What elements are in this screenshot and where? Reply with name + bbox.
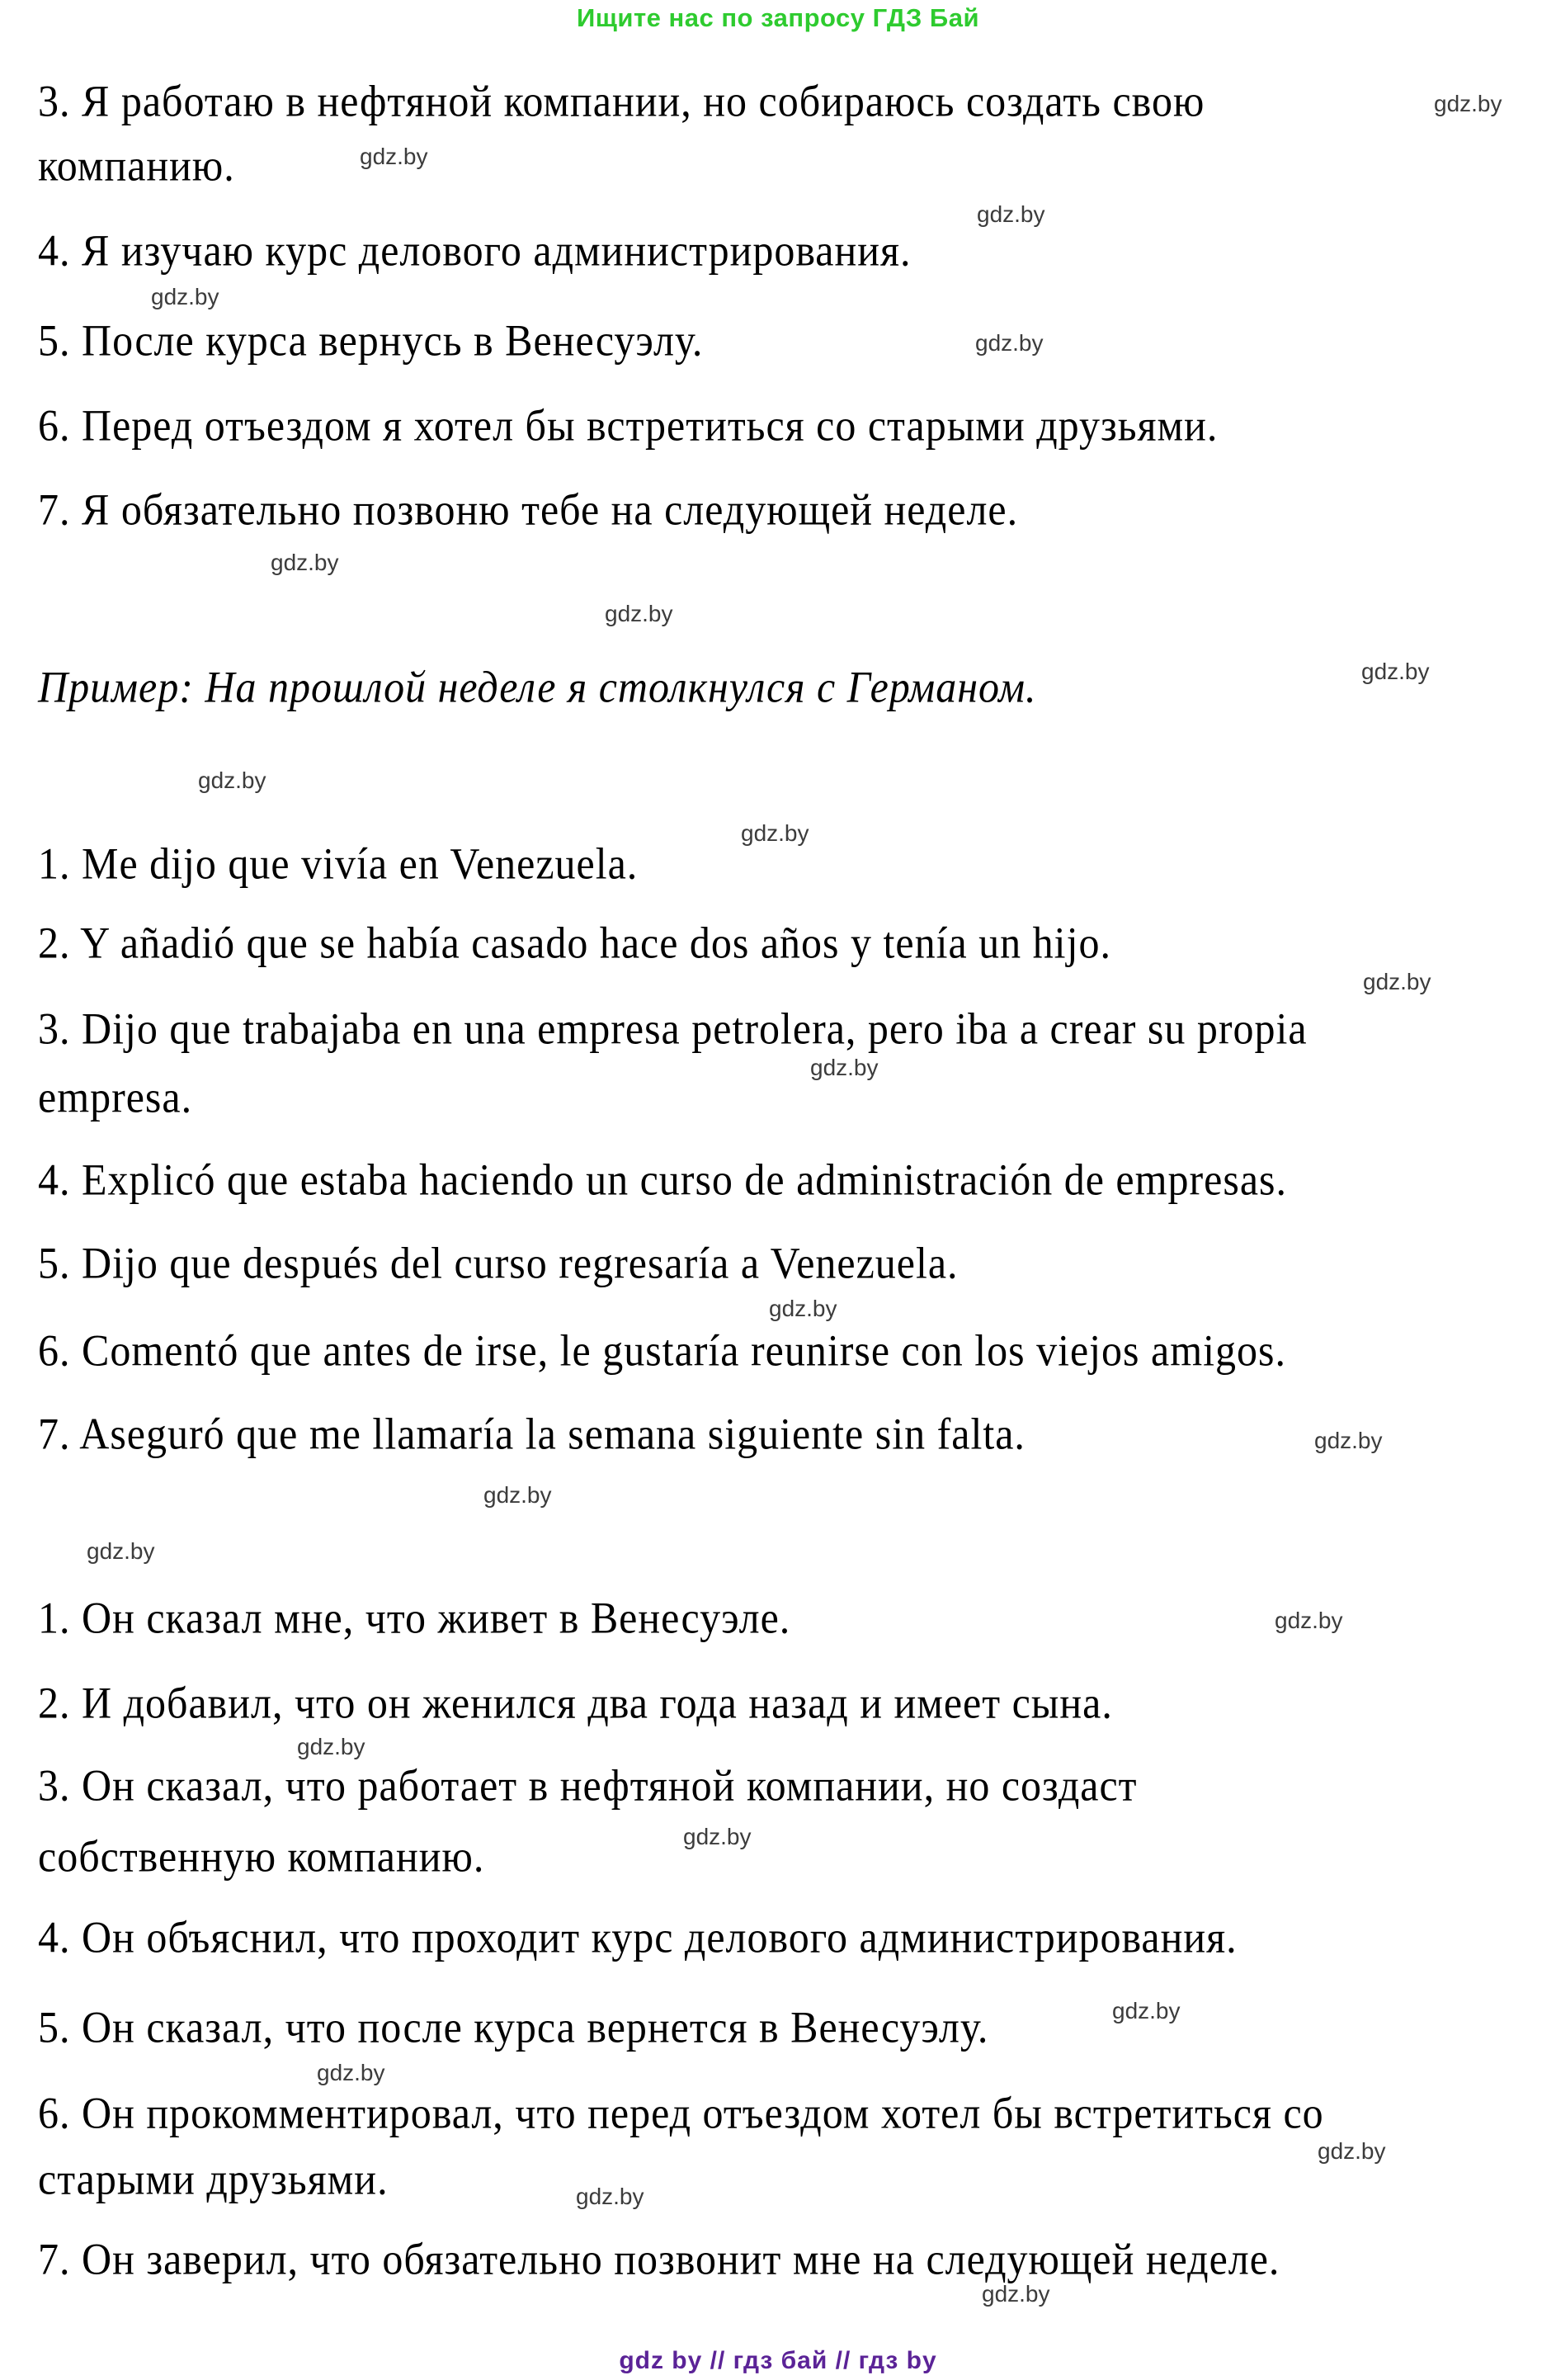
gdzby-watermark: gdz.by bbox=[683, 1824, 752, 1849]
text-line-russian-direct-speech: 6. Перед отъездом я хотел бы встретиться со старыми друзьями. bbox=[38, 399, 1219, 451]
gdzby-watermark: gdz.by bbox=[271, 550, 339, 575]
gdzby-watermark: gdz.by bbox=[1314, 1428, 1383, 1453]
text-line-russian-direct-speech: 3. Я работаю в нефтяной компании, но собираюсь создать свою bbox=[38, 75, 1205, 126]
promo-header-text: Ищите нас по запросу ГДЗ Бай bbox=[576, 3, 980, 32]
text-line-russian-translation: 7. Он заверил, что обязательно позвонит мне на следующей неделе. bbox=[38, 2233, 1280, 2284]
gdzby-watermark: gdz.by bbox=[1434, 91, 1502, 116]
text-line-spanish-reported-speech: 2. Y añadió que se había casado hace dos años y tenía un hijo. bbox=[38, 917, 1111, 968]
text-line-russian-direct-speech: 5. После курса вернусь в Венесуэлу. bbox=[38, 314, 704, 366]
text-line-russian-direct-speech: 4. Я изучаю курс делового администрирования. bbox=[38, 224, 912, 276]
gdzby-watermark: gdz.by bbox=[87, 1538, 155, 1564]
gdzby-watermark: gdz.by bbox=[198, 767, 266, 793]
text-line-spanish-reported-speech: 1. Me dijo que vivía en Venezuela. bbox=[38, 838, 639, 889]
text-line-spanish-reported-speech: 7. Aseguró que me llamaría la semana siguiente sin falta. bbox=[38, 1408, 1026, 1459]
gdzby-watermark: gdz.by bbox=[605, 601, 673, 626]
text-line-russian-translation: собственную компанию. bbox=[38, 1830, 485, 1882]
gdzby-watermark: gdz.by bbox=[151, 284, 219, 309]
text-line-russian-direct-speech: 7. Я обязательно позвоню тебе на следующей неделе. bbox=[38, 484, 1019, 535]
gdzby-watermark: gdz.by bbox=[1361, 659, 1430, 684]
text-line-spanish-reported-speech: 3. Dijo que trabajaba en una empresa petrolera, pero iba a crear su propia bbox=[38, 1003, 1308, 1054]
gdzby-watermark: gdz.by bbox=[741, 820, 809, 846]
text-line-russian-translation: 5. Он сказал, что после курса вернется в Венесуэлу. bbox=[38, 2001, 989, 2052]
text-line-spanish-reported-speech: empresa. bbox=[38, 1071, 193, 1122]
gdzby-watermark: gdz.by bbox=[317, 2060, 385, 2085]
gdzby-watermark: gdz.by bbox=[576, 2184, 644, 2209]
gdzby-watermark: gdz.by bbox=[1112, 1998, 1181, 2023]
footer-links: gdz by // гдз бай // гдз by bbox=[619, 2347, 937, 2374]
gdzby-watermark: gdz.by bbox=[975, 330, 1044, 356]
gdzby-watermark: gdz.by bbox=[977, 201, 1045, 227]
gdzby-watermark: gdz.by bbox=[1275, 1608, 1343, 1633]
text-line-example: Пример: На прошлой неделе я столкнулся с Германом. bbox=[38, 661, 1037, 712]
gdzby-watermark: gdz.by bbox=[1363, 969, 1431, 994]
text-line-russian-translation: 6. Он прокомментировал, что перед отъездом хотел бы встретиться со bbox=[38, 2087, 1324, 2138]
text-line-russian-direct-speech: компанию. bbox=[38, 139, 235, 191]
gdzby-watermark: gdz.by bbox=[483, 1482, 552, 1508]
text-line-russian-translation: старыми друзьями. bbox=[38, 2153, 389, 2204]
text-line-spanish-reported-speech: 6. Comentó que antes de irse, le gustaría reunirse con los viejos amigos. bbox=[38, 1325, 1286, 1376]
gdzby-watermark: gdz.by bbox=[360, 144, 428, 169]
gdzby-watermark: gdz.by bbox=[297, 1734, 365, 1759]
text-line-russian-translation: 4. Он объяснил, что проходит курс делового администрирования. bbox=[38, 1911, 1238, 1962]
gdzby-watermark: gdz.by bbox=[769, 1296, 837, 1321]
text-line-spanish-reported-speech: 5. Dijo que después del curso regresaría a Venezuela. bbox=[38, 1237, 959, 1288]
gdzby-watermark: gdz.by bbox=[1318, 2138, 1386, 2164]
text-line-spanish-reported-speech: 4. Explicó que estaba haciendo un curso de administración de empresas. bbox=[38, 1154, 1287, 1205]
text-line-russian-translation: 2. И добавил, что он женился два года назад и имеет сына. bbox=[38, 1677, 1113, 1728]
text-line-russian-translation: 1. Он сказал мне, что живет в Венесуэле. bbox=[38, 1592, 791, 1643]
gdzby-watermark: gdz.by bbox=[982, 2281, 1050, 2307]
text-line-russian-translation: 3. Он сказал, что работает в нефтяной компании, но создаст bbox=[38, 1759, 1138, 1811]
gdzby-watermark: gdz.by bbox=[810, 1055, 879, 1080]
